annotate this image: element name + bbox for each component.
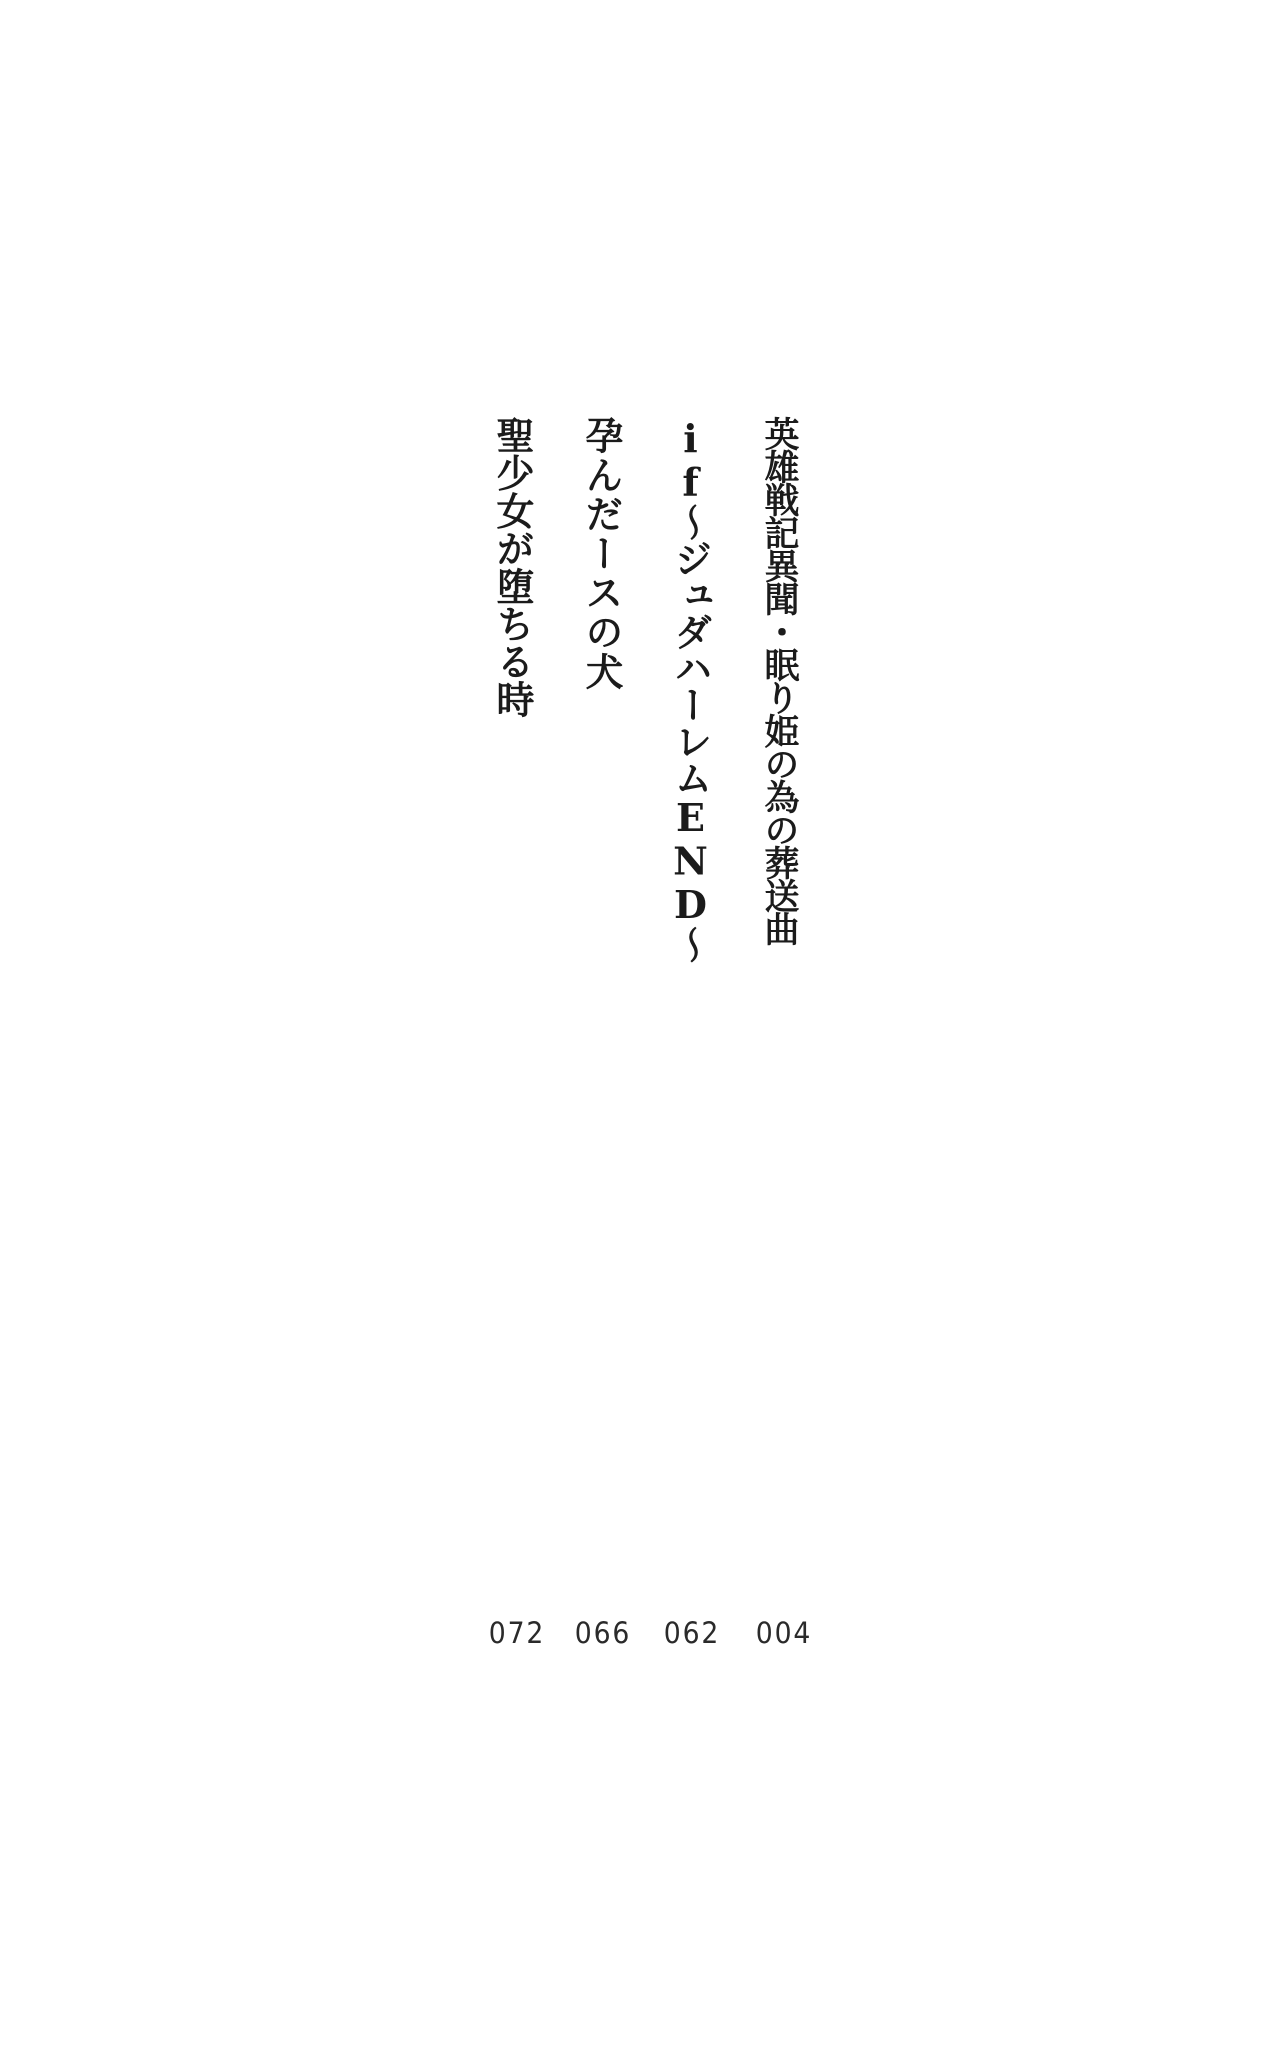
toc-entry-title-1: 英雄戦記異聞・眠り姫の為の葬送曲 bbox=[759, 416, 800, 944]
toc-entry-title-2: if～ジュダハーレムEND～ bbox=[668, 416, 713, 962]
toc-entry-page-number-4: 072 bbox=[488, 1616, 546, 1650]
toc-entry-page-number-2: 062 bbox=[663, 1616, 721, 1650]
toc-entry-title-3: 孕んだースの犬 bbox=[579, 416, 624, 692]
toc-entry-title-4: 聖少女が堕ちる時 bbox=[490, 416, 535, 718]
toc-entry-page-number-3: 066 bbox=[574, 1616, 632, 1650]
toc-entry-page-number-1: 004 bbox=[755, 1616, 813, 1650]
